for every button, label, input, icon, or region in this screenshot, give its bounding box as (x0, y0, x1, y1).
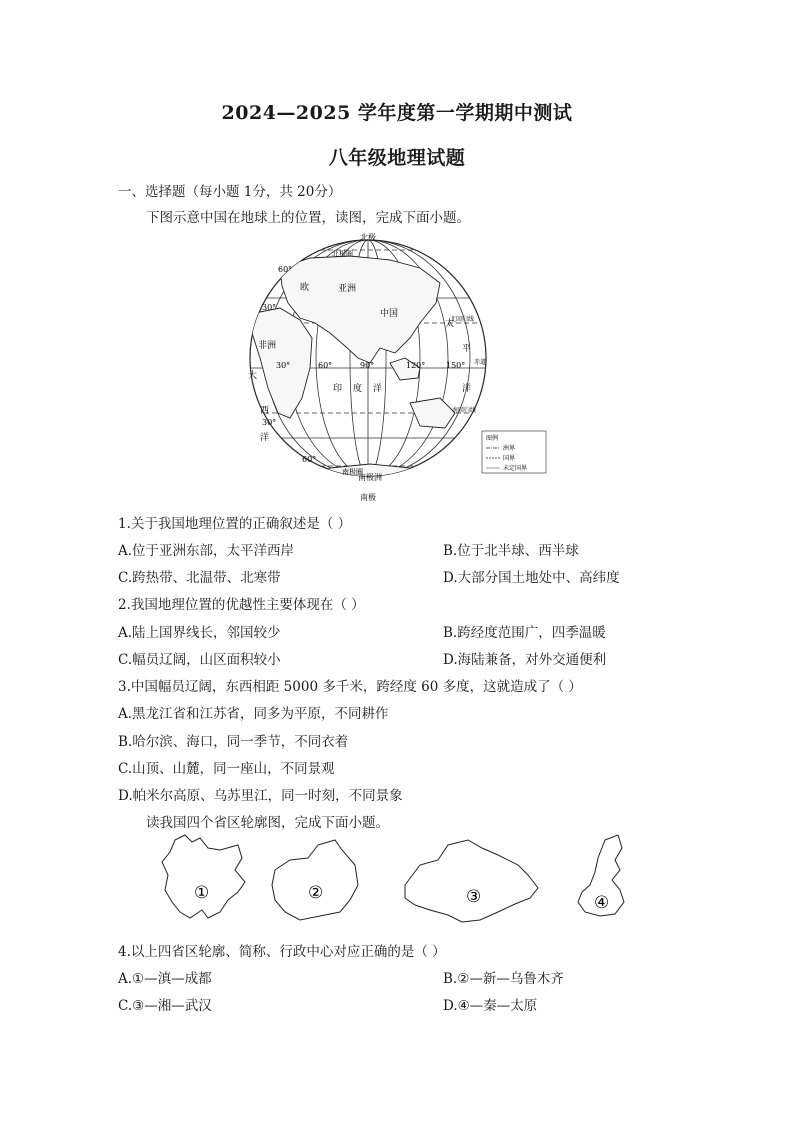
section-heading: 一、选择题（每小题 1分，共 20分） (118, 184, 342, 200)
lat-label-30s: 30° (262, 418, 277, 427)
antarctica-label: 南极洲 (358, 473, 382, 482)
question-3-stem: 3.中国幅员辽阔，东西相距 5000 多千米，跨经度 60 多度，这就造成了（ ） (118, 679, 582, 695)
lon-label-30: 30° (276, 361, 291, 370)
province-3-outline (405, 840, 538, 922)
lon-label-150: 150° (446, 361, 466, 370)
tropic-capricorn-label: 南回归线 (452, 407, 477, 414)
pacific-ocean-label-1: 太 (445, 319, 455, 329)
atlantic-ocean-label-3: 洋 (260, 433, 270, 443)
europe-label: 欧 (300, 283, 310, 293)
question-4-option-c: C.③—湘—武汉 (118, 998, 212, 1014)
equator-label: 赤道 (474, 359, 487, 366)
question-2-option-c: C.幅员辽阔，山区面积较小 (118, 652, 281, 668)
asia-label: 亚洲 (338, 284, 357, 294)
north-pole-label: 北极 (360, 233, 376, 242)
question-1-option-b: B.位于北半球、西半球 (443, 543, 579, 559)
legend-item-continent: 洲界 (503, 445, 516, 452)
africa-label: 非洲 (258, 341, 277, 351)
map-legend (482, 431, 546, 473)
question-1-option-a: A.位于亚洲东部，太平洋西岸 (118, 543, 295, 559)
exam-subtitle: 八年级地理试题 (328, 147, 466, 169)
antarctic-circle-label: 南极圈 (342, 468, 363, 476)
lat-label-30n: 30° (262, 303, 277, 312)
tropic-cancer-label: 北回归线 (450, 316, 475, 323)
indian-ocean-label-3: 洋 (373, 384, 383, 394)
provinces-intro: 读我国四个省区轮廓图，完成下面小题。 (146, 815, 389, 831)
province-1-outline (162, 835, 245, 918)
legend-item-undefined: 未定国界 (503, 465, 528, 472)
lon-label-60: 60° (318, 361, 333, 370)
south-pole-label: 南极 (360, 493, 376, 502)
indian-ocean-label-1: 印 (333, 384, 343, 394)
question-1-option-c: C.跨热带、北温带、北寒带 (118, 570, 281, 586)
lat-label-60n: 60° (278, 265, 293, 274)
province-2-outline (272, 840, 358, 920)
china-label: 中国 (380, 309, 399, 319)
province-outlines (150, 830, 640, 930)
globe-map (240, 228, 555, 503)
atlantic-ocean-label-1: 大 (248, 371, 258, 381)
question-3-option-c: C.山顶、山麓，同一座山，不同景观 (118, 761, 335, 777)
question-1-option-d: D.大部分国土地处中、高纬度 (443, 570, 620, 586)
question-4-stem: 4.以上四省区轮廓、简称、行政中心对应正确的是（ ） (118, 944, 446, 960)
question-3-option-d: D.帕米尔高原、乌苏里江，同一时刻，不同景象 (118, 788, 403, 804)
question-2-option-d: D.海陆兼备，对外交通便利 (443, 652, 607, 668)
question-2-option-a: A.陆上国界线长，邻国较少 (118, 625, 281, 641)
pacific-ocean-label-2: 平 (462, 344, 472, 354)
section-intro: 下图示意中国在地球上的位置，读图，完成下面小题。 (146, 210, 470, 226)
province-2-label: ② (308, 883, 324, 903)
question-4-option-b: B.②—新—乌鲁木齐 (443, 971, 564, 987)
province-1-label: ① (194, 883, 210, 903)
lon-label-90: 90° (360, 361, 375, 370)
question-4-option-d: D.④—秦—太原 (443, 998, 538, 1014)
question-1-stem: 1.关于我国地理位置的正确叙述是（ ） (118, 516, 352, 532)
atlantic-ocean-label-2: 西 (260, 406, 270, 416)
pacific-ocean-label-3: 洋 (462, 384, 472, 394)
indian-ocean-label-2: 度 (353, 384, 363, 394)
question-2-option-b: B.跨经度范围广，四季温暖 (443, 625, 606, 641)
question-3-option-a: A.黑龙江省和江苏省，同多为平原，不同耕作 (118, 706, 389, 722)
exam-title: 2024—2025 学年度第一学期期中测试 (221, 102, 573, 124)
arctic-circle-label: 北极圈 (332, 250, 353, 258)
lat-label-60s: 60° (302, 455, 317, 464)
lon-label-120: 120° (406, 361, 426, 370)
question-4-option-a: A.①—滇—成都 (118, 971, 212, 987)
province-3-label: ③ (466, 887, 482, 907)
province-4-label: ④ (594, 893, 610, 913)
legend-title: 图例 (486, 435, 499, 442)
question-3-option-b: B.哈尔滨、海口，同一季节，不同衣着 (118, 734, 349, 750)
question-2-stem: 2.我国地理位置的优越性主要体现在（ ） (118, 597, 365, 613)
legend-item-country: 国界 (503, 455, 516, 462)
